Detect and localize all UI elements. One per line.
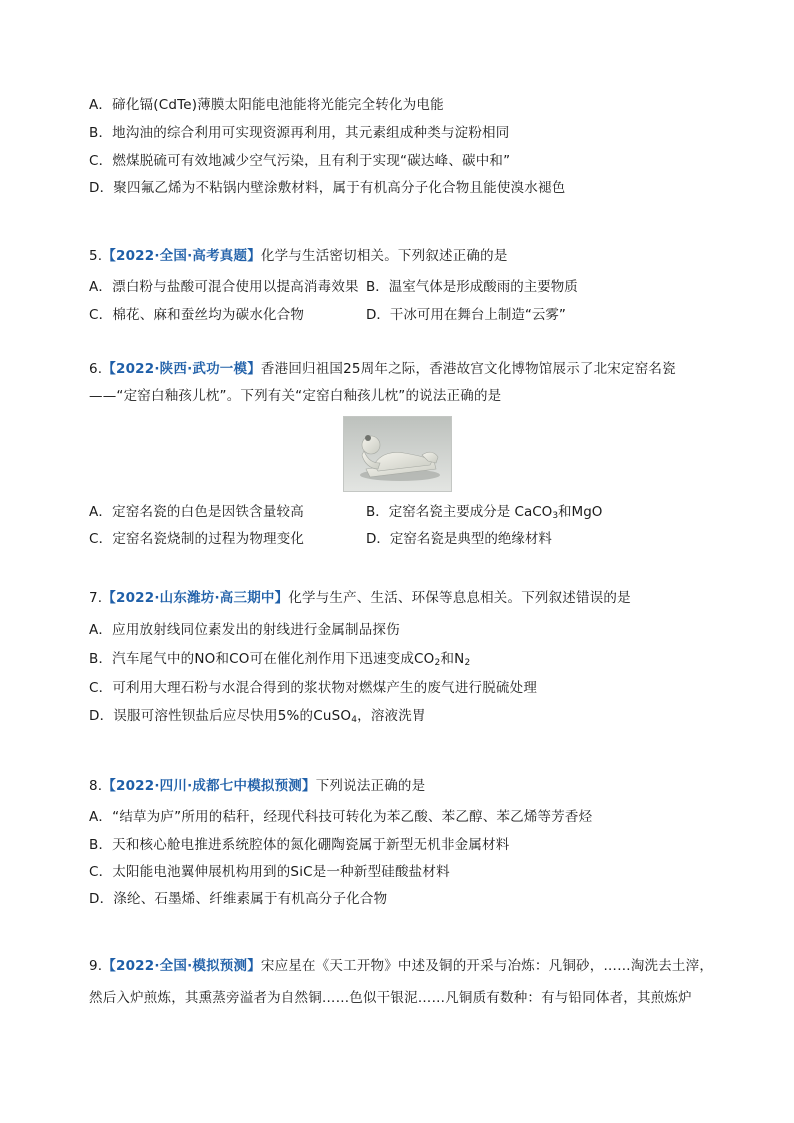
q8-option-b: B．天和核心舱电推进系统腔体的氮化硼陶瓷属于新型无机非金属材料 [89,837,510,853]
q6-source-tag: 【2022·陕西·武功一模】 [102,361,261,377]
porcelain-pillow-icon [344,417,451,491]
q8-stem [89,777,425,795]
q7-option-d-text: D．误服可溶性钡盐后应尽快用5%的CuSO [89,708,352,724]
q7-option-b-subscript-2: 2 [464,658,471,668]
q7-option-b-text: B．汽车尾气中的NO和CO可在催化剂作用下迅速变成CO [89,651,435,667]
q9-stem-line2: 然后入炉煎炼，其熏蒸旁溢者为自然铜……色似干银泥……凡铜质有数种：有与铅同体者，其煎炼炉 [89,990,692,1006]
q7-stem-text: 化学与生产、生活、环保等息息相关。下列叙述错误的是 [288,590,631,606]
q8-option-d: D．涤纶、石墨烯、纤维素属于有机高分子化合物 [89,891,388,907]
q5-stem [89,247,508,265]
q7-stem [89,589,631,607]
q7-option-b-text-mid: 和N [440,651,465,667]
q5-option-a: A．漂白粉与盐酸可混合使用以提高消毒效果 [89,279,359,295]
q9-source-tag: 【2022·全国·模拟预测】 [102,958,261,974]
q5-stem-text: 化学与生活密切相关。下列叙述正确的是 [260,248,508,264]
q5-option-c: C．棉花、麻和蚕丝均为碳水化合物 [89,307,305,323]
q4-option-b: B．地沟油的综合利用可实现资源再利用，其元素组成种类与淀粉相同 [89,125,510,141]
q8-source-tag: 【2022·四川·成都七中模拟预测】 [102,778,316,794]
q7-option-d-text-end: ，溶液洗胃 [357,708,426,724]
q9-number: 9. [89,958,103,974]
q6-stem-line1 [89,360,676,378]
q6-option-a: A．定窑名瓷的白色是因铁含量较高 [89,504,304,520]
q6-option-b [366,503,602,525]
q6-option-b-text-end: 和MgO [558,504,603,520]
q4-option-a: A．碲化镉(CdTe)薄膜太阳能电池能将光能完全转化为电能 [89,97,444,113]
q7-source-tag: 【2022·山东潍坊·高三期中】 [102,590,289,606]
q7-number: 7. [89,590,103,606]
q7-option-b [89,650,470,672]
q9-stem-text: 宋应星在《天工开物》中述及铜的开采与冶炼：凡铜砂，……淘洗去土滓， [260,958,714,974]
porcelain-pillow-image [343,416,452,492]
q5-number: 5. [89,248,103,264]
q8-option-c: C．太阳能电池翼伸展机构用到的SiC是一种新型硅酸盐材料 [89,864,450,880]
q6-option-c: C．定窑名瓷烧制的过程为物理变化 [89,531,305,547]
q7-option-b-subscript-1: 2 [434,658,441,668]
q5-source-tag: 【2022·全国·高考真题】 [102,248,261,264]
q6-option-d: D．定窑名瓷是典型的绝缘材料 [366,531,552,547]
q6-stem-text: 香港回归祖国25周年之际，香港故宫文化博物馆展示了北宋定窑名瓷 [260,361,676,377]
q7-option-d [89,707,426,729]
q5-option-d: D．干冰可用在舞台上制造“云雾” [366,307,566,323]
q6-stem-line2: ——“定窑白釉孩儿枕”。下列有关“定窑白釉孩儿枕”的说法正确的是 [89,388,502,404]
q7-option-c: C．可利用大理石粉与水混合得到的浆状物对燃煤产生的废气进行脱硫处理 [89,680,538,696]
q6-option-b-text: B．定窑名瓷主要成分是 CaCO [366,504,553,520]
q7-option-d-subscript: 4 [351,715,358,725]
q8-stem-text: 下列说法正确的是 [315,778,426,794]
q4-option-c: C．燃煤脱硫可有效地减少空气污染，且有利于实现“碳达峰、碳中和” [89,153,511,169]
q6-option-b-subscript: 3 [552,511,559,521]
q7-option-a: A．应用放射线同位素发出的射线进行金属制品探伤 [89,622,400,638]
q9-stem-line1 [89,957,713,975]
q8-number: 8. [89,778,103,794]
q4-option-d: D．聚四氟乙烯为不粘锅内壁涂敷材料，属于有机高分子化合物且能使溴水褪色 [89,180,566,196]
q8-option-a: A．“结草为庐”所用的秸秆，经现代科技可转化为苯乙酸、苯乙醇、苯乙烯等芳香烃 [89,809,593,825]
q6-number: 6. [89,361,103,377]
q5-option-b: B．温室气体是形成酸雨的主要物质 [366,279,578,295]
